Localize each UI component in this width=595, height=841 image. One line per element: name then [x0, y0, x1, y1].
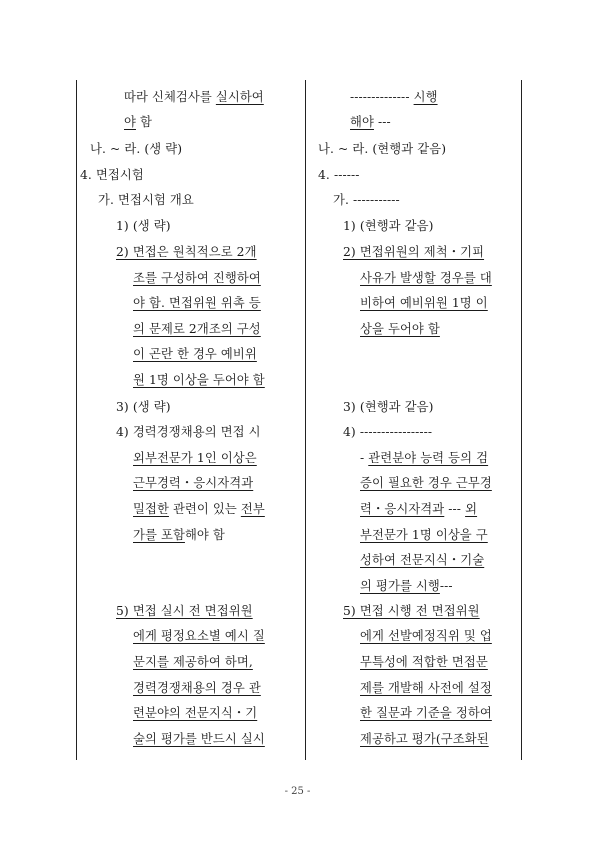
text-run: 4. 면접시험	[80, 168, 144, 182]
underlined-text: 에게 선발예정직위 및 업	[360, 629, 492, 643]
left-column-line	[133, 731, 265, 747]
left-column-line	[133, 501, 265, 517]
text-run: 4) -----------------	[343, 425, 433, 439]
text-run: 가. 면접시험 개요	[98, 193, 194, 207]
right-column-line	[343, 603, 480, 619]
underlined-text: 술의 평가를 반드시 실시	[133, 732, 265, 746]
left-column-line	[90, 141, 182, 157]
text-run: ---	[373, 115, 391, 129]
underlined-text: 제공하고 평가(구조화된	[360, 732, 489, 746]
right-column-line	[360, 628, 492, 644]
left-column-line	[133, 321, 261, 337]
underlined-text: 해야	[350, 115, 374, 129]
right-column-line	[360, 680, 492, 696]
text-run: ---	[439, 579, 453, 593]
left-column-line	[133, 680, 261, 696]
text-run: 1) (현행과 같음)	[343, 219, 434, 233]
underlined-text: 사유가 발생할 경우를 대	[360, 271, 492, 285]
underlined-text: 2) 면접위원의 제척・기피	[343, 245, 485, 259]
text-run: 4. ------	[318, 168, 360, 182]
underlined-text: 이 곤란 한 경우 예비위	[133, 347, 257, 361]
underlined-text: 야	[124, 115, 136, 129]
underlined-text: 시행	[413, 90, 438, 104]
underlined-text: 근무경력・응시자격과	[133, 476, 254, 490]
text-run: 나. ~ 라. (생 략)	[90, 142, 183, 156]
underlined-text: 문지를 제공하여 하며,	[133, 655, 253, 669]
left-column-line	[133, 654, 253, 670]
left-column-line	[116, 603, 253, 619]
left-column-line	[124, 114, 152, 130]
left-column-line	[116, 399, 171, 415]
underlined-text: 외부전문가 1인 이상은	[133, 451, 257, 465]
underlined-text: 조를 구성하여 진행하여	[133, 271, 261, 285]
underlined-text: 5) 면접 실시 전 면접위원	[116, 604, 253, 618]
text-run: 해야 함	[184, 528, 225, 542]
left-column-line	[133, 450, 257, 466]
underlined-text: 련분야의 전문지식・기	[133, 706, 258, 720]
right-column-line	[360, 450, 488, 466]
text-run: -	[360, 451, 369, 465]
right-column-line	[360, 321, 440, 337]
underlined-text: 비하여 예비위원 1명 이	[360, 296, 488, 310]
right-column-line	[343, 424, 432, 440]
page-number: - 25 -	[284, 786, 311, 797]
text-run: 관련이 있는	[168, 502, 241, 516]
text-run: 나. ~ 라. (현행과 같음)	[318, 142, 447, 156]
underlined-text: 야 함. 면접위원 위촉 등	[133, 296, 261, 310]
left-column-line	[133, 527, 225, 543]
underlined-text: 의 평가를 시행	[360, 579, 440, 593]
column-divider	[305, 80, 306, 760]
right-column-line	[350, 114, 391, 130]
right-column-line	[333, 192, 400, 208]
left-column-line	[80, 167, 144, 183]
right-column-line	[360, 731, 489, 747]
underlined-text: 력・응시자격과	[360, 502, 445, 516]
underlined-text: 실시하여	[215, 90, 264, 104]
left-column-line	[133, 628, 265, 644]
left-column-line	[133, 475, 253, 491]
right-column-line	[343, 399, 434, 415]
text-run: 따라 신체검사를	[124, 90, 216, 104]
right-column-line	[350, 89, 438, 105]
underlined-text: 외	[465, 502, 478, 516]
underlined-text: 한 질문과 기준을 정하여	[360, 706, 492, 720]
text-run: 가. -----------	[333, 193, 400, 207]
text-run: 4) 경력경쟁채용의 면접 시	[116, 425, 261, 439]
left-column-line	[116, 244, 257, 260]
text-run: ---	[444, 502, 466, 516]
left-column-line	[116, 424, 261, 440]
left-column-line	[133, 372, 265, 388]
underlined-text: 증이 필요한 경우 근무경	[360, 476, 492, 490]
text-run: --------------	[350, 90, 414, 104]
underlined-text: 2) 면접은 원칙적으로 2개	[116, 245, 257, 259]
underlined-text: 원 1명 이상을 두어야 함	[133, 373, 265, 387]
right-column-line	[360, 501, 477, 517]
left-column-line	[98, 192, 194, 208]
right-column-line	[318, 141, 446, 157]
underlined-text: 관련분야 능력 등의 검	[368, 451, 489, 465]
underlined-text: 의 문제로 2개조의 구성	[133, 322, 261, 336]
underlined-text: 무특성에 적합한 면접문	[360, 655, 488, 669]
underlined-text: 밀접한	[133, 502, 169, 516]
left-column-line	[133, 270, 261, 286]
underlined-text: 성하여 전문지식・기술	[360, 553, 485, 567]
right-column-line	[360, 654, 488, 670]
underlined-text: 상을 두어야 함	[360, 322, 440, 336]
underlined-text: 가를 포함	[133, 528, 185, 542]
right-column-line	[360, 295, 488, 311]
right-column-line	[360, 475, 492, 491]
right-column-line	[318, 167, 359, 183]
underlined-text: 제를 개발해 사전에 설정	[360, 681, 492, 695]
right-column-line	[343, 244, 484, 260]
right-column-line	[360, 527, 488, 543]
underlined-text: 전부	[240, 502, 265, 516]
right-column-line	[343, 218, 434, 234]
right-column-line	[360, 578, 453, 594]
left-column-line	[133, 295, 261, 311]
left-column-line	[133, 346, 257, 362]
right-column-line	[360, 552, 484, 568]
left-column-line	[116, 218, 171, 234]
text-run: 3) (현행과 같음)	[343, 400, 434, 414]
underlined-text: 부전문가 1명 이상을 구	[360, 528, 488, 542]
underlined-text: 경력경쟁채용의 경우 관	[133, 681, 261, 695]
left-column-line	[124, 89, 264, 105]
text-run: 함	[135, 115, 152, 129]
underlined-text: 5) 면접 시행 전 면접위원	[343, 604, 480, 618]
underlined-text: 에게 평정요소별 예시 질	[133, 629, 265, 643]
text-run: 3) (생 략)	[116, 400, 171, 414]
right-column-line	[360, 270, 492, 286]
right-column-line	[360, 705, 492, 721]
text-run: 1) (생 략)	[116, 219, 171, 233]
left-column-line	[133, 705, 257, 721]
